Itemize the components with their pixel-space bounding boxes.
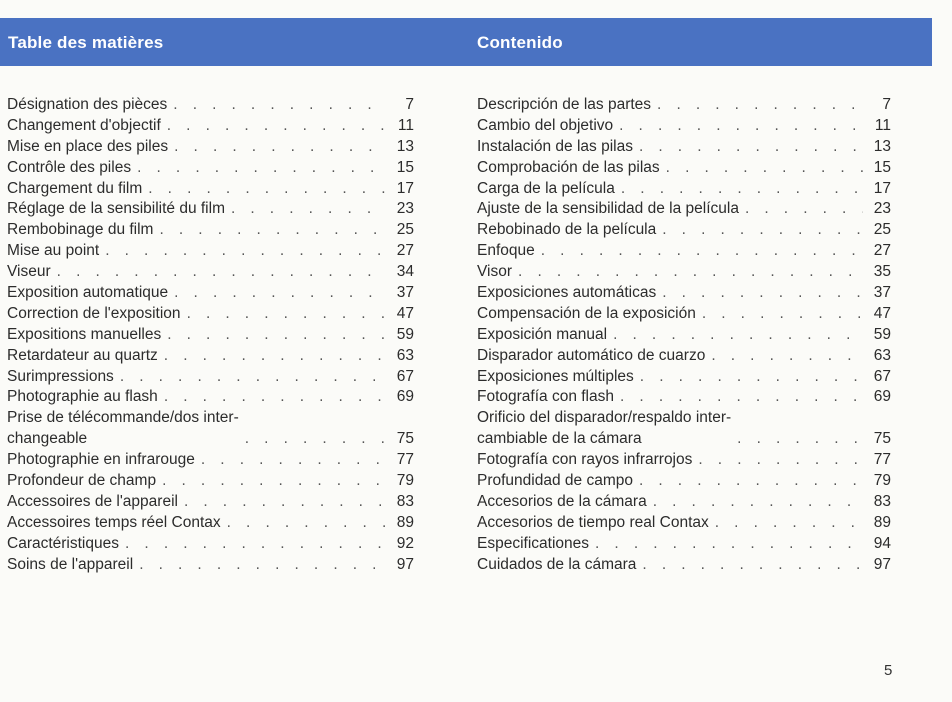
dot-leader xyxy=(541,241,863,262)
toc-entry-es xyxy=(477,346,891,367)
toc-entry-es xyxy=(477,534,891,555)
toc-entry-title: Rebobinado de la película xyxy=(477,221,657,239)
toc-entry-page: 97 xyxy=(396,555,414,573)
toc-entry-fr xyxy=(7,513,414,534)
toc-entry-page: 7 xyxy=(882,95,891,113)
toc-entry-title: Compensación de la exposición xyxy=(477,304,696,322)
toc-entry-page: 11 xyxy=(397,116,414,134)
toc-entry-title: Rembobinage du film xyxy=(7,221,154,239)
toc-entry-page: 7 xyxy=(405,95,414,113)
toc-list-french xyxy=(7,95,414,576)
dot-leader xyxy=(57,262,386,283)
toc-entry-es xyxy=(477,241,891,262)
toc-entry-title: Caractéristiques xyxy=(7,534,119,552)
dot-leader xyxy=(642,555,863,576)
toc-entry-page: 94 xyxy=(873,534,891,552)
toc-entry-title: Comprobación de las pilas xyxy=(477,158,660,176)
toc-entry-page: 69 xyxy=(873,388,891,406)
toc-entry-es xyxy=(477,304,891,325)
dot-leader xyxy=(245,429,386,450)
dot-leader xyxy=(639,137,863,158)
toc-entry-page: 83 xyxy=(396,492,414,510)
toc-entry-title: Accesorios de tiempo real Contax xyxy=(477,513,709,531)
toc-entry-title: Enfoque xyxy=(477,242,535,260)
dot-leader xyxy=(159,220,386,241)
toc-entry-es xyxy=(477,387,891,408)
toc-entry-title: Réglage de la sensibilité du film xyxy=(7,200,225,218)
toc-entry-title: Cambio del objetivo xyxy=(477,116,614,134)
dot-leader xyxy=(619,116,863,137)
dot-leader xyxy=(620,387,863,408)
toc-entry-page: 37 xyxy=(873,284,891,301)
toc-entry-title: Correction de l'exposition xyxy=(7,304,181,322)
toc-entry-es xyxy=(477,513,891,534)
toc-entry-fr xyxy=(7,116,414,137)
toc-entry-es xyxy=(477,471,891,492)
toc-entry-page: 47 xyxy=(873,304,891,322)
toc-entry-page: 27 xyxy=(396,242,414,260)
toc-entry-page: 79 xyxy=(873,472,891,490)
dot-leader xyxy=(184,492,386,513)
toc-entry-title: Mise au point xyxy=(7,242,100,260)
toc-entry-title: Instalación de las pilas xyxy=(477,137,633,155)
dot-leader xyxy=(595,534,863,555)
toc-entry-page: 67 xyxy=(396,367,414,385)
toc-entry-page: 34 xyxy=(396,263,414,281)
toc-entry-fr xyxy=(7,158,414,179)
toc-entry-title: Ajuste de la sensibilidad de la película xyxy=(477,200,739,218)
dot-leader xyxy=(231,199,386,220)
dot-leader xyxy=(148,179,386,200)
dot-leader xyxy=(227,513,386,534)
toc-entry-page: 23 xyxy=(873,200,891,218)
dot-leader xyxy=(702,304,863,325)
toc-entry-page: 13 xyxy=(873,137,891,155)
toc-entry-title: Exposiciones múltiples xyxy=(477,367,634,385)
toc-entry-title: Profondeur de champ xyxy=(7,472,157,490)
dot-leader xyxy=(162,471,386,492)
toc-entry-title: Mise en place des piles xyxy=(7,137,169,155)
toc-entry-es xyxy=(477,450,891,471)
toc-entry-title: Especificationes xyxy=(477,534,590,552)
toc-entry-title: Soins de l'appareil xyxy=(7,555,134,573)
toc-entry-fr xyxy=(7,346,414,367)
section-title-spanish: Contenido xyxy=(477,33,563,52)
dot-leader xyxy=(125,534,386,555)
dot-leader xyxy=(662,283,863,304)
toc-entry-page: 59 xyxy=(396,325,414,343)
toc-entry-title: Fotografía con rayos infrarrojos xyxy=(477,451,693,469)
toc-entry-page: 92 xyxy=(396,534,414,552)
toc-entry-fr xyxy=(7,241,414,262)
toc-entry-es xyxy=(477,555,891,576)
toc-entry-title: Désignation des pièces xyxy=(7,95,168,113)
toc-entry-page: 25 xyxy=(873,221,891,239)
toc-entry-title: Orificio del disparador/respaldo inter- cambiable de la cámara xyxy=(477,409,732,448)
toc-entry-page: 15 xyxy=(396,158,414,176)
dot-leader xyxy=(639,471,863,492)
toc-entry-fr xyxy=(7,137,414,158)
toc-entry-es xyxy=(477,367,891,388)
toc-entry-title: Disparador automático de cuarzo xyxy=(477,346,706,364)
toc-entry-page: 25 xyxy=(396,221,414,239)
toc-entry-title: Viseur xyxy=(7,263,51,281)
toc-entry-es xyxy=(477,492,891,513)
toc-entry-page: 83 xyxy=(873,492,891,510)
toc-entry-fr xyxy=(7,220,414,241)
toc-entry-page: 77 xyxy=(396,451,414,469)
toc-entry-title: Prise de télécommande/dos inter- changeable xyxy=(7,409,239,448)
toc-entry-es xyxy=(477,283,891,304)
toc-entry-page: 97 xyxy=(873,555,891,573)
toc-entry-page: 63 xyxy=(873,346,891,364)
dot-leader xyxy=(711,346,863,367)
toc-entry-page: 17 xyxy=(396,179,414,197)
dot-leader xyxy=(139,555,386,576)
toc-entry-es xyxy=(477,137,891,158)
toc-entry-page: 17 xyxy=(873,179,891,197)
toc-entry-title: Changement d'objectif xyxy=(7,116,161,134)
dot-leader xyxy=(698,450,863,471)
dot-leader xyxy=(737,429,863,450)
toc-entry-page: 75 xyxy=(873,430,891,448)
dot-leader xyxy=(137,158,386,179)
toc-entry-title: Cuidados de la cámara xyxy=(477,555,637,573)
dot-leader xyxy=(715,513,863,534)
toc-entry-page: 63 xyxy=(396,346,414,364)
toc-entry-es xyxy=(477,158,891,179)
toc-entry-page: 13 xyxy=(396,137,414,155)
toc-entry-title: Accesorios de la cámara xyxy=(477,492,647,510)
toc-entry-fr xyxy=(7,95,414,116)
toc-entry-fr xyxy=(7,199,414,220)
toc-entry-es xyxy=(477,325,891,346)
toc-entry-fr xyxy=(7,408,414,450)
dot-leader xyxy=(745,199,863,220)
dot-leader xyxy=(164,346,386,367)
toc-entry-fr xyxy=(7,471,414,492)
toc-entry-fr xyxy=(7,534,414,555)
toc-entry-title: Exposición manual xyxy=(477,325,608,343)
toc-entry-page: 35 xyxy=(873,263,891,281)
toc-entry-title: Exposition automatique xyxy=(7,284,169,301)
dot-leader xyxy=(662,220,863,241)
toc-entry-fr xyxy=(7,387,414,408)
toc-entry-title: Expositions manuelles xyxy=(7,325,162,343)
toc-entry-title: Accessoires de l'appareil xyxy=(7,492,178,510)
toc-entry-page: 77 xyxy=(873,451,891,469)
toc-entry-title: Carga de la película xyxy=(477,179,615,197)
toc-entry-title: Fotografía con flash xyxy=(477,388,614,406)
dot-leader xyxy=(657,95,863,116)
toc-entry-page: 37 xyxy=(396,284,414,301)
dot-leader xyxy=(174,283,386,304)
toc-entry-page: 75 xyxy=(396,430,414,448)
dot-leader xyxy=(640,367,863,388)
toc-entry-title: Visor xyxy=(477,263,513,281)
toc-entry-title: Contrôle des piles xyxy=(7,158,132,176)
toc-entry-es xyxy=(477,262,891,283)
toc-entry-fr xyxy=(7,325,414,346)
toc-entry-page: 69 xyxy=(396,388,414,406)
dot-leader xyxy=(621,179,863,200)
toc-entry-title: Descripción de las partes xyxy=(477,95,652,113)
toc-entry-fr xyxy=(7,555,414,576)
dot-leader xyxy=(201,450,386,471)
toc-entry-fr xyxy=(7,179,414,200)
toc-entry-fr xyxy=(7,492,414,513)
dot-leader xyxy=(167,325,386,346)
toc-entry-es xyxy=(477,408,891,450)
dot-leader xyxy=(120,367,386,388)
dot-leader xyxy=(613,325,863,346)
dot-leader xyxy=(164,387,386,408)
toc-entry-es xyxy=(477,220,891,241)
toc-entry-page: 11 xyxy=(874,116,891,134)
toc-entry-title: Retardateur au quartz xyxy=(7,346,158,364)
toc-entry-title: Photographie en infrarouge xyxy=(7,451,195,469)
toc-entry-es xyxy=(477,199,891,220)
toc-entry-es xyxy=(477,95,891,116)
dot-leader xyxy=(653,492,863,513)
dot-leader xyxy=(167,116,386,137)
toc-entry-page: 89 xyxy=(396,513,414,531)
dot-leader xyxy=(518,262,863,283)
toc-entry-fr xyxy=(7,262,414,283)
toc-list-spanish xyxy=(477,95,891,576)
toc-entry-page: 79 xyxy=(396,472,414,490)
toc-entry-fr xyxy=(7,367,414,388)
toc-entry-page: 59 xyxy=(873,325,891,343)
toc-entry-title: Photographie au flash xyxy=(7,388,158,406)
toc-entry-page: 47 xyxy=(396,304,414,322)
toc-entry-page: 27 xyxy=(873,242,891,260)
toc-entry-es xyxy=(477,179,891,200)
dot-leader xyxy=(174,137,386,158)
dot-leader xyxy=(187,304,386,325)
toc-entry-fr xyxy=(7,283,414,304)
toc-entry-page: 23 xyxy=(396,200,414,218)
toc-entry-title: Surimpressions xyxy=(7,367,114,385)
page-number: 5 xyxy=(884,662,893,679)
section-title-french: Table des matières xyxy=(8,33,164,52)
toc-entry-fr xyxy=(7,450,414,471)
toc-entry-title: Accessoires temps réel Contax xyxy=(7,513,221,531)
dot-leader xyxy=(173,95,386,116)
toc-entry-page: 67 xyxy=(873,367,891,385)
toc-entry-es xyxy=(477,116,891,137)
toc-entry-title: Exposiciones automáticas xyxy=(477,284,657,301)
toc-entry-page: 89 xyxy=(873,513,891,531)
toc-entry-title: Chargement du film xyxy=(7,179,143,197)
dot-leader xyxy=(105,241,386,262)
toc-entry-title: Profundidad de campo xyxy=(477,472,633,490)
toc-entry-page: 15 xyxy=(873,158,891,176)
dot-leader xyxy=(666,158,863,179)
toc-entry-fr xyxy=(7,304,414,325)
